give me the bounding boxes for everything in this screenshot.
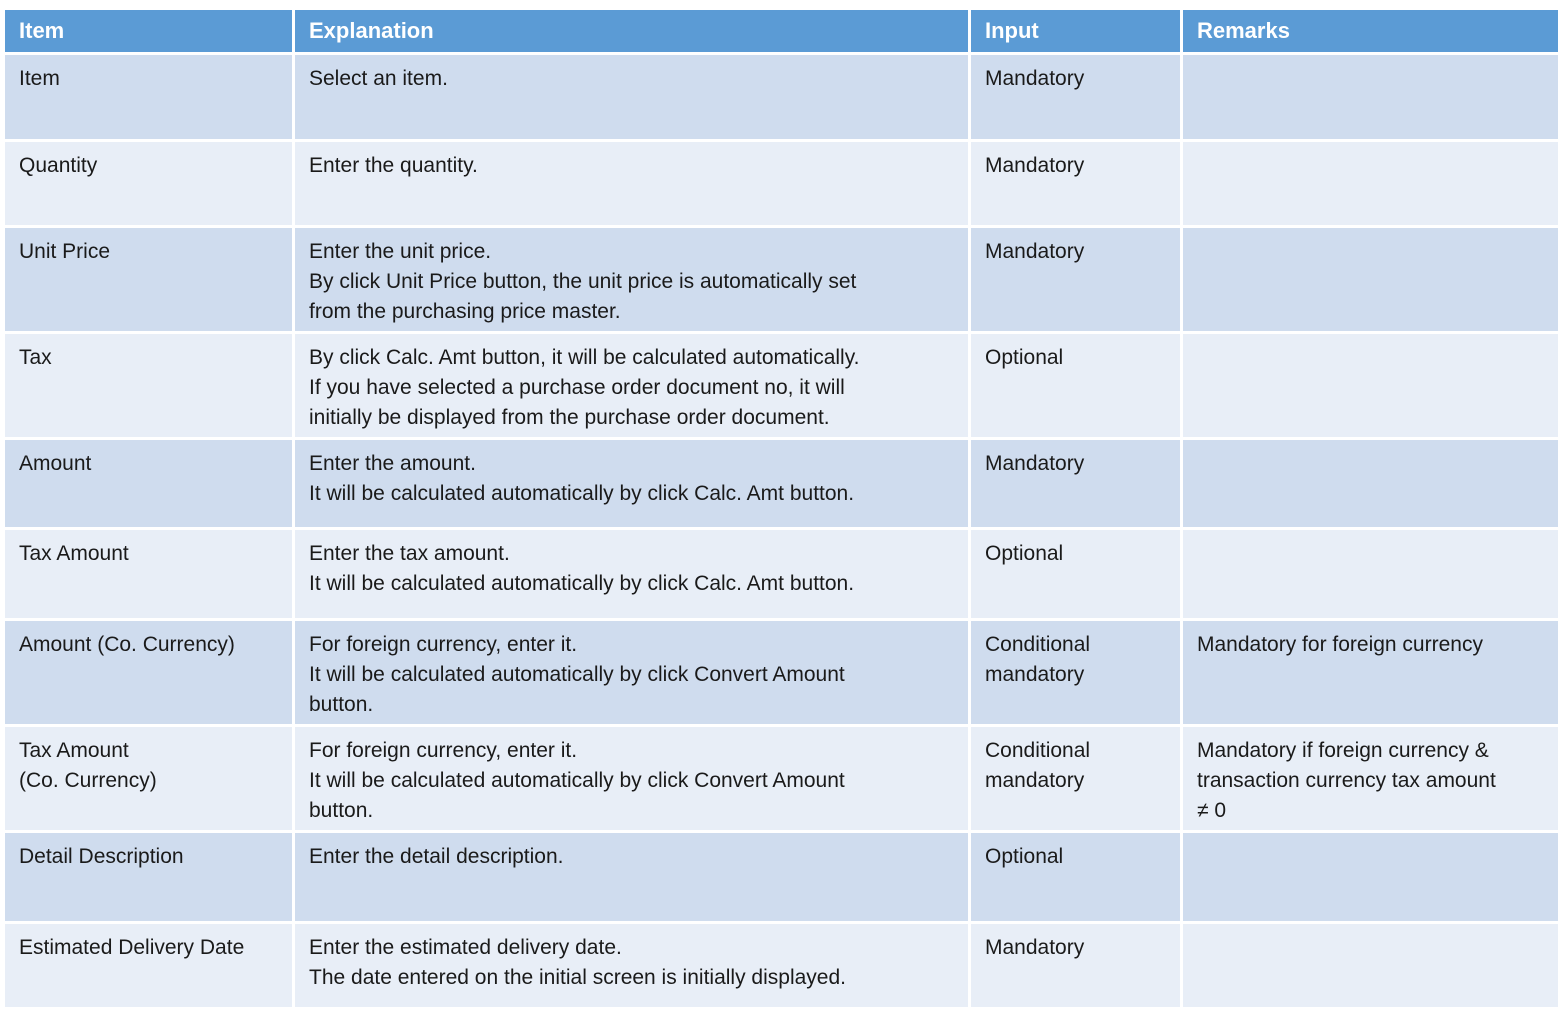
cell-item-text: Tax Amount xyxy=(19,739,129,762)
table-row xyxy=(4,832,1560,923)
cell-explanation-text: Select an item. xyxy=(309,67,448,90)
cell-item-text: Tax xyxy=(19,346,52,369)
cell-input xyxy=(970,832,1182,923)
cell-explanation-text: If you have selected a purchase order document no, it will xyxy=(309,376,845,399)
cell-input-text: Mandatory xyxy=(985,936,1085,959)
column-header-explanation: Explanation xyxy=(294,9,970,54)
cell-explanation-text: It will be calculated automatically by click Convert Amount xyxy=(309,663,845,686)
table-row xyxy=(4,333,1560,439)
cell-item-text: Estimated Delivery Date xyxy=(19,936,245,959)
cell-input-text: Optional xyxy=(985,542,1064,565)
cell-explanation-text: The date entered on the initial screen is initially displayed. xyxy=(309,966,846,989)
table-row xyxy=(4,726,1560,832)
cell-item-text: Unit Price xyxy=(19,240,111,263)
cell-explanation-text: initially be displayed from the purchase order document. xyxy=(309,406,830,429)
cell-explanation-text: For foreign currency, enter it. xyxy=(309,633,578,656)
cell-explanation xyxy=(294,529,970,620)
cell-input xyxy=(970,620,1182,726)
cell-explanation xyxy=(294,54,970,141)
cell-remarks xyxy=(1182,620,1560,726)
cell-explanation-text: It will be calculated automatically by click Calc. Amt button. xyxy=(309,572,855,595)
cell-explanation-text: By click Unit Price button, the unit price is automatically set xyxy=(309,270,857,293)
cell-explanation-text: It will be calculated automatically by click Convert Amount xyxy=(309,769,845,792)
cell-remarks-text: ≠ 0 xyxy=(1197,799,1227,822)
cell-remarks xyxy=(1182,726,1560,832)
cell-remarks xyxy=(1182,439,1560,529)
cell-remarks xyxy=(1182,529,1560,620)
cell-explanation-text: Enter the quantity. xyxy=(309,154,478,177)
cell-input-text: Optional xyxy=(985,845,1064,868)
cell-remarks-text: transaction currency tax amount xyxy=(1197,769,1496,792)
cell-explanation-text: Enter the estimated delivery date. xyxy=(309,936,622,959)
cell-item xyxy=(4,620,294,726)
cell-explanation xyxy=(294,227,970,333)
cell-remarks xyxy=(1182,923,1560,1009)
cell-input xyxy=(970,439,1182,529)
cell-item-text: Amount (Co. Currency) xyxy=(19,633,235,656)
table-row xyxy=(4,141,1560,227)
cell-input-text: mandatory xyxy=(985,769,1085,792)
cell-explanation-text: button. xyxy=(309,693,374,716)
cell-input-text: Mandatory xyxy=(985,67,1085,90)
cell-input xyxy=(970,923,1182,1009)
cell-item xyxy=(4,439,294,529)
cell-explanation xyxy=(294,333,970,439)
cell-explanation xyxy=(294,141,970,227)
cell-remarks xyxy=(1182,141,1560,227)
cell-item xyxy=(4,726,294,832)
cell-explanation-text: By click Calc. Amt button, it will be calculated automatically. xyxy=(309,346,860,369)
cell-input xyxy=(970,333,1182,439)
cell-remarks xyxy=(1182,227,1560,333)
table-row xyxy=(4,227,1560,333)
cell-input-text: Mandatory xyxy=(985,154,1085,177)
cell-input xyxy=(970,726,1182,832)
cell-item xyxy=(4,227,294,333)
cell-item-text: Tax Amount xyxy=(19,542,129,565)
cell-input xyxy=(970,141,1182,227)
cell-remarks-text: Mandatory if foreign currency & xyxy=(1197,739,1489,762)
table-row xyxy=(4,54,1560,141)
cell-remarks xyxy=(1182,54,1560,141)
cell-explanation-text: It will be calculated automatically by click Calc. Amt button. xyxy=(309,482,855,505)
cell-remarks-text: Mandatory for foreign currency xyxy=(1197,633,1483,656)
cell-item xyxy=(4,832,294,923)
cell-item-text: Quantity xyxy=(19,154,98,177)
table-row xyxy=(4,923,1560,1009)
cell-remarks xyxy=(1182,832,1560,923)
cell-input-text: Mandatory xyxy=(985,452,1085,475)
cell-explanation-text: from the purchasing price master. xyxy=(309,300,621,323)
cell-input-text: Mandatory xyxy=(985,240,1085,263)
field-definition-table xyxy=(2,7,1561,1010)
cell-input xyxy=(970,529,1182,620)
cell-explanation-text: button. xyxy=(309,799,374,822)
table-header-row xyxy=(4,9,1560,54)
field-definition-table-container xyxy=(2,7,1558,1010)
cell-item-text: Item xyxy=(19,67,60,90)
cell-item xyxy=(4,923,294,1009)
cell-explanation-text: For foreign currency, enter it. xyxy=(309,739,578,762)
cell-item xyxy=(4,529,294,620)
cell-explanation xyxy=(294,620,970,726)
cell-item-text: Amount xyxy=(19,452,92,475)
table-row xyxy=(4,529,1560,620)
cell-explanation-text: Enter the tax amount. xyxy=(309,542,510,565)
cell-input-text: Optional xyxy=(985,346,1064,369)
cell-item xyxy=(4,141,294,227)
column-header-item: Item xyxy=(4,9,294,54)
cell-item-text: (Co. Currency) xyxy=(19,769,157,792)
cell-item xyxy=(4,333,294,439)
table-body xyxy=(4,54,1560,1009)
cell-remarks xyxy=(1182,333,1560,439)
cell-explanation-text: Enter the detail description. xyxy=(309,845,564,868)
cell-item-text: Detail Description xyxy=(19,845,184,868)
cell-explanation-text: Enter the amount. xyxy=(309,452,476,475)
column-header-input: Input xyxy=(970,9,1182,54)
cell-explanation-text: Enter the unit price. xyxy=(309,240,492,263)
cell-input-text: Conditional xyxy=(985,739,1091,762)
cell-input-text: mandatory xyxy=(985,663,1085,686)
cell-explanation xyxy=(294,439,970,529)
table-row xyxy=(4,439,1560,529)
cell-input-text: Conditional xyxy=(985,633,1091,656)
cell-input xyxy=(970,227,1182,333)
cell-explanation xyxy=(294,923,970,1009)
table-row xyxy=(4,620,1560,726)
cell-input xyxy=(970,54,1182,141)
cell-explanation xyxy=(294,832,970,923)
cell-explanation xyxy=(294,726,970,832)
column-header-remarks: Remarks xyxy=(1182,9,1560,54)
cell-item xyxy=(4,54,294,141)
